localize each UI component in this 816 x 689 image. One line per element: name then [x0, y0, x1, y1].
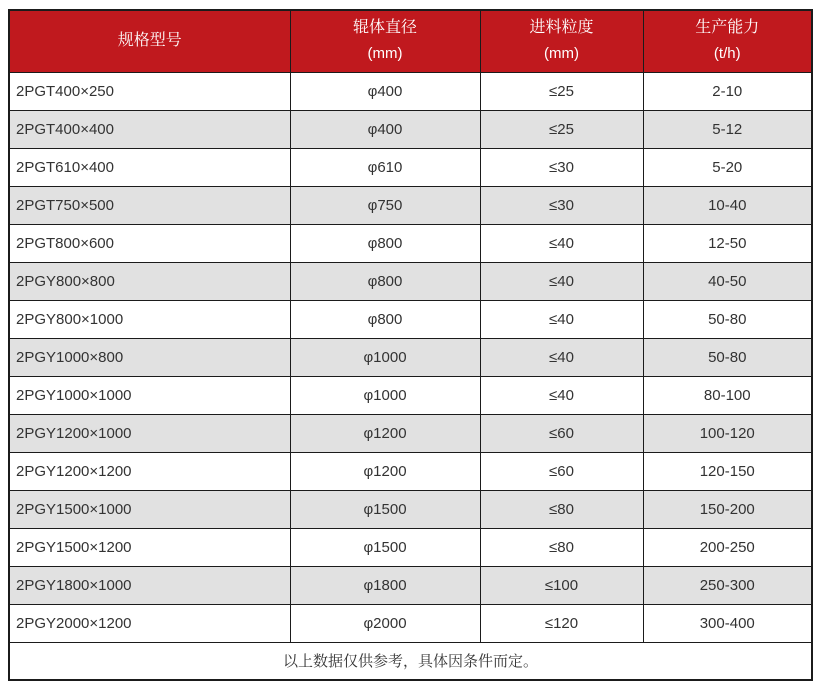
table-row — [9, 186, 812, 224]
cell-model: 2PGY2000×1200 — [9, 604, 290, 642]
cell-roller-diameter: φ1000 — [290, 338, 480, 376]
cell-model: 2PGY1200×1000 — [9, 414, 290, 452]
cell-model: 2PGY1200×1200 — [9, 452, 290, 490]
cell-capacity: 150-200 — [643, 490, 812, 528]
table-row — [9, 604, 812, 642]
table-row — [9, 452, 812, 490]
cell-roller-diameter: φ750 — [290, 186, 480, 224]
col-header-capacity-unit: (t/h) — [713, 45, 741, 63]
col-header-capacity-label: 生产能力 — [695, 19, 760, 37]
cell-capacity: 100-120 — [643, 414, 812, 452]
col-header-capacity — [643, 10, 812, 72]
cell-roller-diameter: φ610 — [290, 148, 480, 186]
footnote: 以上数据仅供参考，具体因条件而定。 — [9, 642, 812, 680]
spec-table — [8, 9, 813, 681]
cell-capacity: 40-50 — [643, 262, 812, 300]
cell-feed-size: ≤40 — [480, 338, 643, 376]
header-row — [9, 10, 812, 72]
cell-roller-diameter: φ400 — [290, 72, 480, 110]
cell-capacity: 5-20 — [643, 148, 812, 186]
cell-feed-size: ≤25 — [480, 110, 643, 148]
cell-feed-size: ≤30 — [480, 148, 643, 186]
cell-capacity: 50-80 — [643, 338, 812, 376]
table-row — [9, 414, 812, 452]
cell-feed-size: ≤80 — [480, 528, 643, 566]
footnote-row — [9, 642, 812, 680]
cell-roller-diameter: φ1500 — [290, 490, 480, 528]
cell-capacity: 250-300 — [643, 566, 812, 604]
table-row — [9, 72, 812, 110]
cell-feed-size: ≤40 — [480, 376, 643, 414]
table-body — [9, 72, 812, 642]
cell-model: 2PGY1000×800 — [9, 338, 290, 376]
col-header-feed-size — [480, 10, 643, 72]
cell-capacity: 2-10 — [643, 72, 812, 110]
col-header-model-label: 规格型号 — [117, 32, 182, 50]
table-row — [9, 110, 812, 148]
cell-model: 2PGY1500×1000 — [9, 490, 290, 528]
col-header-model — [9, 10, 290, 72]
table-row — [9, 262, 812, 300]
cell-model: 2PGY1000×1000 — [9, 376, 290, 414]
cell-feed-size: ≤40 — [480, 262, 643, 300]
cell-capacity: 80-100 — [643, 376, 812, 414]
cell-capacity: 10-40 — [643, 186, 812, 224]
cell-capacity: 200-250 — [643, 528, 812, 566]
cell-roller-diameter: φ1200 — [290, 414, 480, 452]
col-header-feed-size-unit: (mm) — [544, 45, 579, 63]
table-row — [9, 224, 812, 262]
cell-roller-diameter: φ800 — [290, 300, 480, 338]
cell-feed-size: ≤40 — [480, 300, 643, 338]
table-row — [9, 376, 812, 414]
cell-feed-size: ≤120 — [480, 604, 643, 642]
cell-model: 2PGT400×250 — [9, 72, 290, 110]
cell-feed-size: ≤60 — [480, 414, 643, 452]
table-row — [9, 148, 812, 186]
cell-model: 2PGT800×600 — [9, 224, 290, 262]
cell-feed-size: ≤100 — [480, 566, 643, 604]
cell-roller-diameter: φ1500 — [290, 528, 480, 566]
cell-model: 2PGT400×400 — [9, 110, 290, 148]
cell-feed-size: ≤30 — [480, 186, 643, 224]
cell-feed-size: ≤25 — [480, 72, 643, 110]
cell-roller-diameter: φ800 — [290, 262, 480, 300]
cell-capacity: 50-80 — [643, 300, 812, 338]
cell-feed-size: ≤80 — [480, 490, 643, 528]
cell-feed-size: ≤60 — [480, 452, 643, 490]
col-header-roller-diameter-label: 辊体直径 — [352, 19, 417, 37]
cell-feed-size: ≤40 — [480, 224, 643, 262]
cell-roller-diameter: φ1200 — [290, 452, 480, 490]
cell-model: 2PGY800×800 — [9, 262, 290, 300]
cell-roller-diameter: φ400 — [290, 110, 480, 148]
cell-roller-diameter: φ1000 — [290, 376, 480, 414]
table-row — [9, 490, 812, 528]
cell-model: 2PGY1500×1200 — [9, 528, 290, 566]
cell-roller-diameter: φ1800 — [290, 566, 480, 604]
cell-model: 2PGT750×500 — [9, 186, 290, 224]
cell-model: 2PGY1800×1000 — [9, 566, 290, 604]
cell-capacity: 5-12 — [643, 110, 812, 148]
table-row — [9, 566, 812, 604]
col-header-roller-diameter-unit: (mm) — [367, 45, 403, 63]
cell-capacity: 300-400 — [643, 604, 812, 642]
table-row — [9, 338, 812, 376]
cell-roller-diameter: φ2000 — [290, 604, 480, 642]
cell-model: 2PGT610×400 — [9, 148, 290, 186]
cell-capacity: 12-50 — [643, 224, 812, 262]
table-row — [9, 300, 812, 338]
col-header-roller-diameter — [290, 10, 480, 72]
cell-roller-diameter: φ800 — [290, 224, 480, 262]
col-header-feed-size-label: 进料粒度 — [529, 19, 594, 37]
cell-capacity: 120-150 — [643, 452, 812, 490]
cell-model: 2PGY800×1000 — [9, 300, 290, 338]
table-row — [9, 528, 812, 566]
